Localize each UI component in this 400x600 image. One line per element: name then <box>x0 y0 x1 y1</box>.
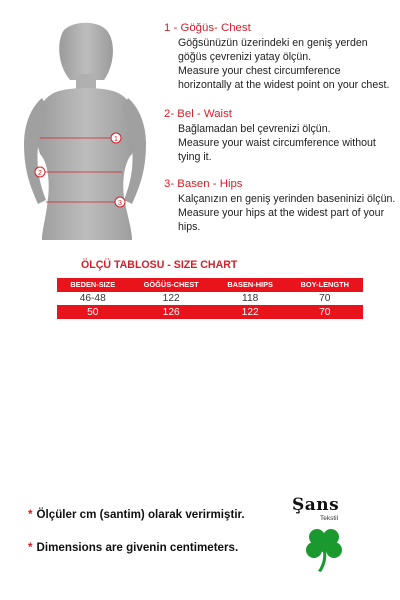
logo-name: Şans <box>292 495 340 515</box>
note-units-tr <box>28 508 245 521</box>
measurement-text-tr: Göğsünüzün üzerindeki en geniş yerden göğüs çevrenizi yatay ölçün. <box>178 37 368 63</box>
note-text: Dimensions are givenin centimeters. <box>36 541 239 554</box>
note-units-en <box>28 541 238 554</box>
cell-length: 70 <box>286 305 363 319</box>
measurement-waist <box>164 107 396 164</box>
svg-text:3: 3 <box>118 200 122 207</box>
table-row <box>57 305 363 319</box>
brand-logo <box>288 495 358 575</box>
cell-chest: 126 <box>128 305 213 319</box>
header-hips: BASEN-HIPS <box>214 278 287 291</box>
cell-size: 50 <box>57 305 128 319</box>
header-size: BEDEN-SIZE <box>57 278 128 291</box>
measurement-text-en: Measure your hips at the widest part of your hips. <box>178 207 385 233</box>
measurement-text-tr: Bağlamadan bel çevrenizi ölçün. <box>178 123 331 135</box>
size-chart-title: ÖLÇÜ TABLOSU - SIZE CHART <box>81 259 238 271</box>
asterisk: * <box>28 541 33 554</box>
note-text: Ölçüler cm (santim) olarak verirmiştir. <box>36 508 245 521</box>
cell-chest: 122 <box>128 291 213 305</box>
cell-hips: 118 <box>214 291 287 305</box>
measurement-text-en: Measure your waist circumference without tying it. <box>178 137 376 163</box>
measurement-title: 3- Basen - Hips <box>164 178 243 190</box>
cell-length: 70 <box>286 291 363 305</box>
measurement-hips <box>164 177 396 234</box>
table-header-row <box>57 278 363 291</box>
measurement-title: 1 - Göğüs- Chest <box>164 22 251 34</box>
measurement-text-tr: Kalçanızın en geniş yerinden baseninizi ölçün. <box>178 193 396 205</box>
measurement-chest <box>164 21 396 92</box>
svg-text:1: 1 <box>114 136 118 143</box>
cell-hips: 122 <box>214 305 287 319</box>
measurement-text-en: Measure your chest circumference horizontally at the widest point on your chest. <box>178 65 390 91</box>
marker-chest <box>111 133 121 143</box>
header-length: BOY-LENGTH <box>286 278 363 291</box>
marker-waist <box>35 167 45 177</box>
logo-subtitle: Tekstil <box>320 515 339 522</box>
svg-text:2: 2 <box>38 170 42 177</box>
marker-hips <box>115 197 125 207</box>
asterisk: * <box>28 508 33 521</box>
cell-size: 46-48 <box>57 291 128 305</box>
size-chart-table <box>57 278 363 319</box>
measurement-title: 2- Bel - Waist <box>164 108 232 120</box>
body-measurement-figure <box>12 22 158 240</box>
table-row <box>57 291 363 305</box>
mannequin-silhouette <box>12 22 158 240</box>
header-chest: GÖĞÜS-CHEST <box>128 278 213 291</box>
clover-icon <box>302 525 346 573</box>
